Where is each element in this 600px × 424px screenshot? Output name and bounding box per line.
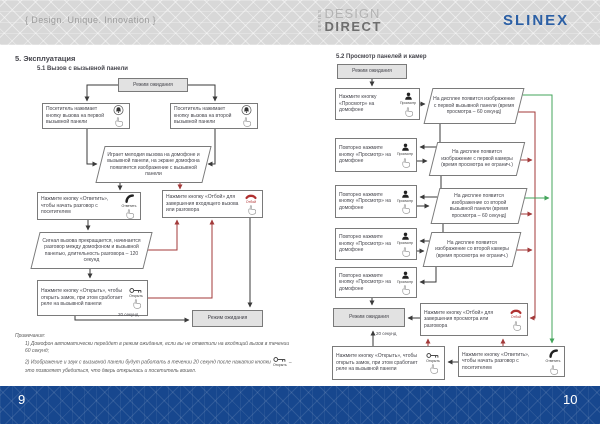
node-screen-camera1: На дисплее появится изображение с первой камеры (время просмотра не огранич.)	[429, 142, 525, 176]
note-1: 1) Домофон автоматически перейдет в режим ожидания, если вы не ответили на входящий вызов в течении 60 секунд;	[25, 340, 290, 354]
view-icon: Просмотр	[396, 270, 416, 296]
node-answer-left: Нажмите кнопку «Ответить», чтобы начать разговор с посетителем Ответить	[37, 192, 141, 220]
node-standby-bottom-right: Режим ожидания	[333, 308, 405, 327]
node-visitor-panel1: Посетитель нажимает кнопку вызова на первой вызывной панели	[42, 103, 130, 129]
series-label: SERIES	[317, 8, 322, 32]
node-open-right: Нажмите кнопку «Открыть», чтобы открыть замок, при этом сработает реле на вызывной панели Открыть	[332, 346, 445, 380]
view-icon: Просмотр	[399, 91, 419, 117]
node-standby-top-right: Режим ожидания	[337, 64, 407, 79]
view-icon: Просмотр	[396, 142, 416, 168]
node-screen-panel2: На дисплее появится изображение со второй вызывной панели (время просмотра – 60 секунд)	[431, 188, 528, 224]
node-press-view-4: Повторно нажмите кнопку «Просмотр» на домофоне Просмотр	[335, 228, 417, 260]
open-key-icon: Открыть	[127, 287, 147, 310]
page-number-right: 10	[563, 392, 578, 407]
connector	[148, 220, 177, 250]
page-number-left: 9	[18, 392, 26, 407]
notes-block	[15, 333, 293, 375]
node-answer-right: Нажмите кнопку «Ответить», чтобы начать разговор с посетителем Ответить	[458, 346, 565, 377]
brand-tagline: { Design. Unique. Innovation }	[25, 15, 157, 25]
note-open-key-icon: Открыть	[273, 356, 287, 368]
answer-phone-icon: Ответить	[120, 193, 140, 220]
node-press-view-1: Нажмите кнопку «Просмотр» на домофоне Просмотр	[335, 88, 420, 120]
timer-label-left: 20 секунд	[118, 312, 139, 317]
node-standby-top-left: Режим ожидания	[118, 78, 188, 92]
node-standby-bottom-left: Режим ожидания	[192, 310, 263, 327]
node-signal: Сигнал вызова прекращается, начинается разговор между домофоном и вызывной панелью, длительность разговора – 120 секунд	[30, 232, 152, 269]
logo-direct: DIRECT	[324, 19, 382, 34]
hangup-phone-icon: Отбой	[242, 193, 262, 216]
timer-label-right: 20 секунд	[376, 331, 397, 336]
node-open-left: Нажмите кнопку «Открыть», чтобы открыть замок, при этом сработает реле на вызывной панели Открыть	[37, 280, 148, 316]
node-visitor-panel2: Посетитель нажимает кнопку вызова на второй вызывной панели	[170, 103, 258, 129]
slinex-logo: SLINEX	[503, 12, 570, 29]
section-title: 5. Эксплуатация	[15, 54, 76, 63]
node-hangup-right: Нажмите кнопку «Отбой» для завершения просмотра или разговора Отбой	[420, 303, 528, 336]
connector	[188, 85, 215, 101]
design-direct-logo	[318, 7, 382, 33]
note-2: 2) Изображение и звук с вызывной панели будут работать в течении 20 секунд после нажатия кнопки Открыть – это позволяет убедиться, что дверь открылась и посетитель вошел.	[15, 356, 293, 376]
connector	[148, 220, 212, 298]
call-bell-icon	[237, 105, 257, 127]
header-bar	[0, 0, 600, 45]
open-key-icon: Открыть	[424, 352, 444, 375]
hangup-phone-icon: Отбой	[507, 308, 527, 331]
node-press-view-5: Повторно нажмите кнопку «Просмотр» на домофоне Просмотр	[335, 267, 417, 298]
logo-design: DESIGN	[324, 6, 381, 21]
connector	[420, 266, 436, 282]
notes-title: Примечания:	[15, 333, 46, 339]
call-bell-icon	[109, 105, 129, 127]
connector	[87, 85, 118, 101]
view-icon: Просмотр	[396, 189, 416, 215]
subsection-title-5-2: 5.2 Просмотр панелей и камер	[336, 54, 427, 60]
node-screen-camera2: На дисплее появится изображение со второй камеры (время просмотра не огранич.)	[423, 232, 522, 267]
view-icon: Просмотр	[396, 231, 416, 257]
node-hangup-left: Нажмите кнопку «Отбой» для завершения входящего вызова или разговора Отбой	[162, 190, 263, 218]
node-screen-panel1: На дисплее появится изображение с первой вызывной панели (время просмотра – 60 секунд)	[424, 88, 525, 124]
node-melody: Играет мелодия вызова на домофоне и вызывной панели, на экране домофона появляется изображение с вызывной панели	[95, 146, 211, 183]
subsection-title-5-1: 5.1 Вызов с вызывной панели	[37, 66, 128, 72]
node-press-view-2: Повторно нажмите кнопку «Просмотр» на домофоне Просмотр	[335, 138, 417, 172]
footer-bar	[0, 386, 600, 424]
answer-phone-icon: Ответить	[544, 348, 564, 375]
node-press-view-3: Повторно нажмите кнопку «Просмотр» на домофоне Просмотр	[335, 185, 417, 218]
connector	[87, 129, 97, 164]
